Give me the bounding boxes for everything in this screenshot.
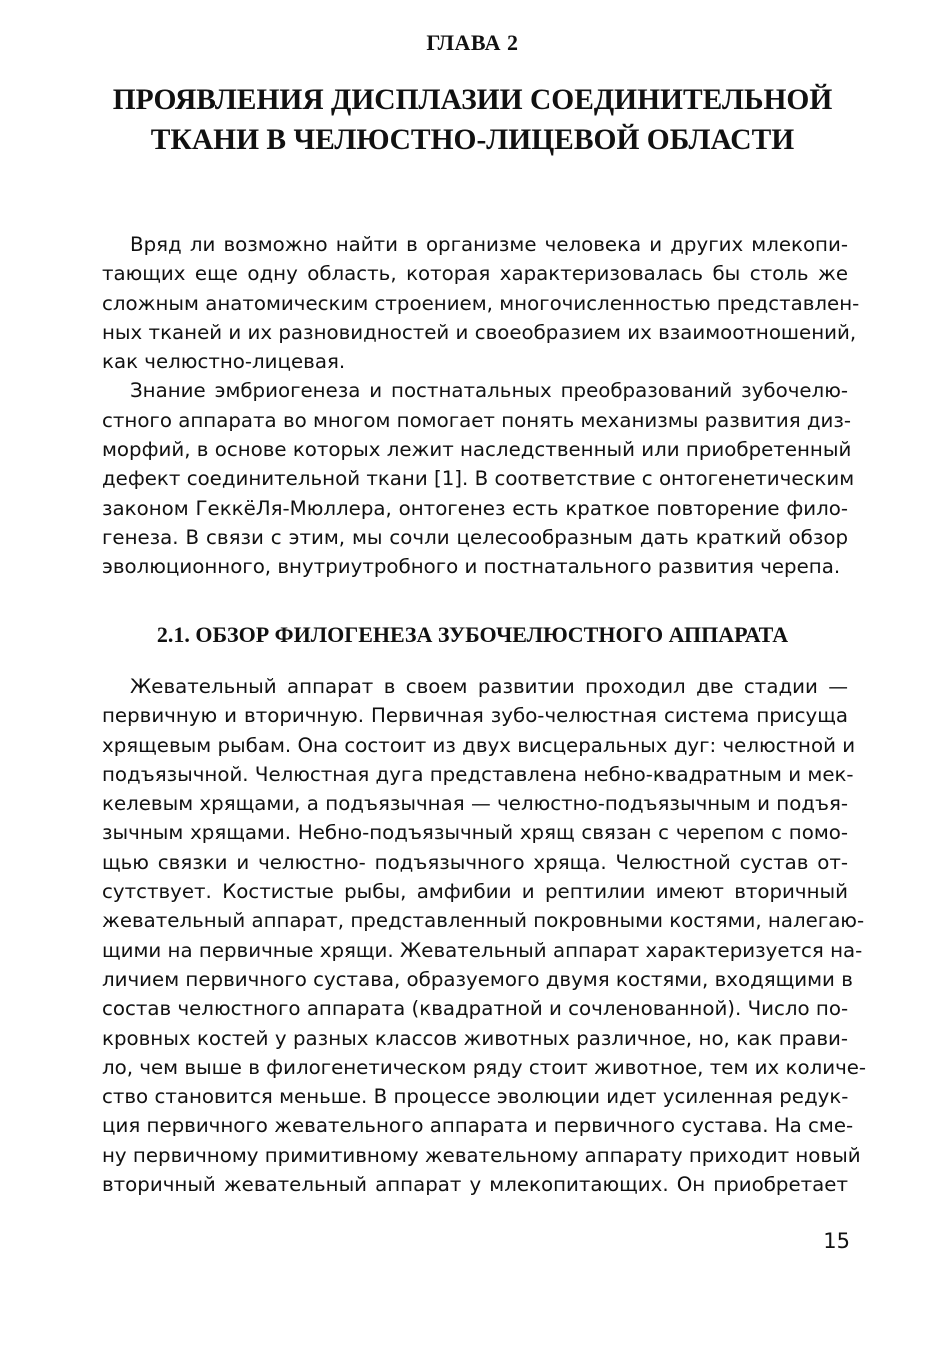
page-number: 15 bbox=[823, 1229, 850, 1253]
chapter-label: ГЛАВА 2 bbox=[426, 30, 519, 55]
text-line: сутствует. Костистые рыбы, амфибии и рептилии имеют вторичный bbox=[102, 880, 848, 904]
text-line: дефект соединительной ткани [1]. В соответствие с онтогенетическим bbox=[102, 467, 855, 491]
text-line: хрящевым рыбам. Она состоит из двух висцеральных дуг: челюстной и bbox=[102, 733, 856, 757]
text-line: вторичный жевательный аппарат у млекопитающих. Он приобретает bbox=[102, 1173, 848, 1197]
text-line: морфий, в основе которых лежит наследственный или приобретенный bbox=[102, 438, 852, 462]
text-line: ну первичному примитивному жевательному аппарату приходит новый bbox=[102, 1143, 861, 1167]
text-line: ция первичного жевательного аппарата и первичного сустава. На сме- bbox=[102, 1114, 854, 1138]
text-line: жевательный аппарат, представленный покровными костями, налегаю- bbox=[102, 909, 865, 933]
section-text bbox=[102, 672, 867, 1199]
chapter-title bbox=[90, 80, 855, 160]
text-line: ных тканей и их разновидностей и своеобразием их взаимоотношений, bbox=[102, 320, 857, 344]
chapter-title-line: ТКАНИ В ЧЕЛЮСТНО-ЛИЦЕВОЙ ОБЛАСТИ bbox=[150, 124, 795, 156]
text-line: как челюстно-лицевая. bbox=[102, 350, 346, 374]
text-line: щими на первичные хрящи. Жевательный аппарат характеризуется на- bbox=[102, 938, 863, 962]
text-line: эволюционного, внутриутробного и постнатального развития черепа. bbox=[102, 555, 841, 579]
text-line: подъязычной. Челюстная дуга представлена небно-квадратным и мек- bbox=[102, 762, 854, 786]
text-line: первичную и вторичную. Первичная зубо-челюстная система присуща bbox=[102, 704, 848, 728]
paragraph bbox=[102, 376, 855, 581]
text-line: Вряд ли возможно найти в организме человека и других млекопи- bbox=[130, 233, 848, 256]
paragraph bbox=[102, 230, 860, 376]
text-line: генеза. В связи с этим, мы сочли целесообразным дать краткий обзор bbox=[102, 525, 848, 549]
text-line: стного аппарата во многом помогает понять механизмы развития диз- bbox=[102, 408, 852, 432]
text-line: ло, чем выше в филогенетическом ряду стоит животное, тем их количе- bbox=[102, 1055, 867, 1079]
intro-text bbox=[102, 230, 860, 582]
text-line: кровных костей у разных классов животных различное, но, как прави- bbox=[102, 1026, 848, 1050]
text-line: Жевательный аппарат в своем развитии проходил две стадии — bbox=[130, 675, 848, 698]
chapter-title-line: ПРОЯВЛЕНИЯ ДИСПЛАЗИИ СОЕДИНИТЕЛЬНОЙ bbox=[112, 84, 833, 116]
text-line: личием первичного сустава, образуемого двумя костями, входящими в bbox=[102, 967, 853, 991]
text-line: келевым хрящами, а подъязычная — челюстно-подъязычным и подъя- bbox=[102, 792, 848, 816]
text-line: тающих еще одну область, которая характеризовалась бы столь же bbox=[102, 262, 848, 286]
text-line: сложным анатомическим строением, многочисленностью представлен- bbox=[102, 291, 860, 315]
text-line: зычным хрящами. Небно-подъязычный хрящ связан с черепом с помо- bbox=[102, 821, 848, 845]
text-line: законом ГеккёЛя-Мюллера, онтогенез есть краткое повторение фило- bbox=[102, 496, 848, 520]
text-line: щью связки и челюстно- подъязычного хряща. Челюстной сустав от- bbox=[102, 850, 848, 874]
section-heading: 2.1. ОБЗОР ФИЛОГЕНЕЗА ЗУБОЧЕЛЮСТНОГО АППАРАТА bbox=[156, 622, 789, 647]
text-line: ство становится меньше. В процессе эволюции идет усиленная редук- bbox=[102, 1085, 849, 1109]
text-line: состав челюстного аппарата (квадратной и сочленованной). Число по- bbox=[102, 997, 849, 1021]
text-line: Знание эмбриогенеза и постнатальных преобразований зубочелю- bbox=[130, 379, 848, 403]
